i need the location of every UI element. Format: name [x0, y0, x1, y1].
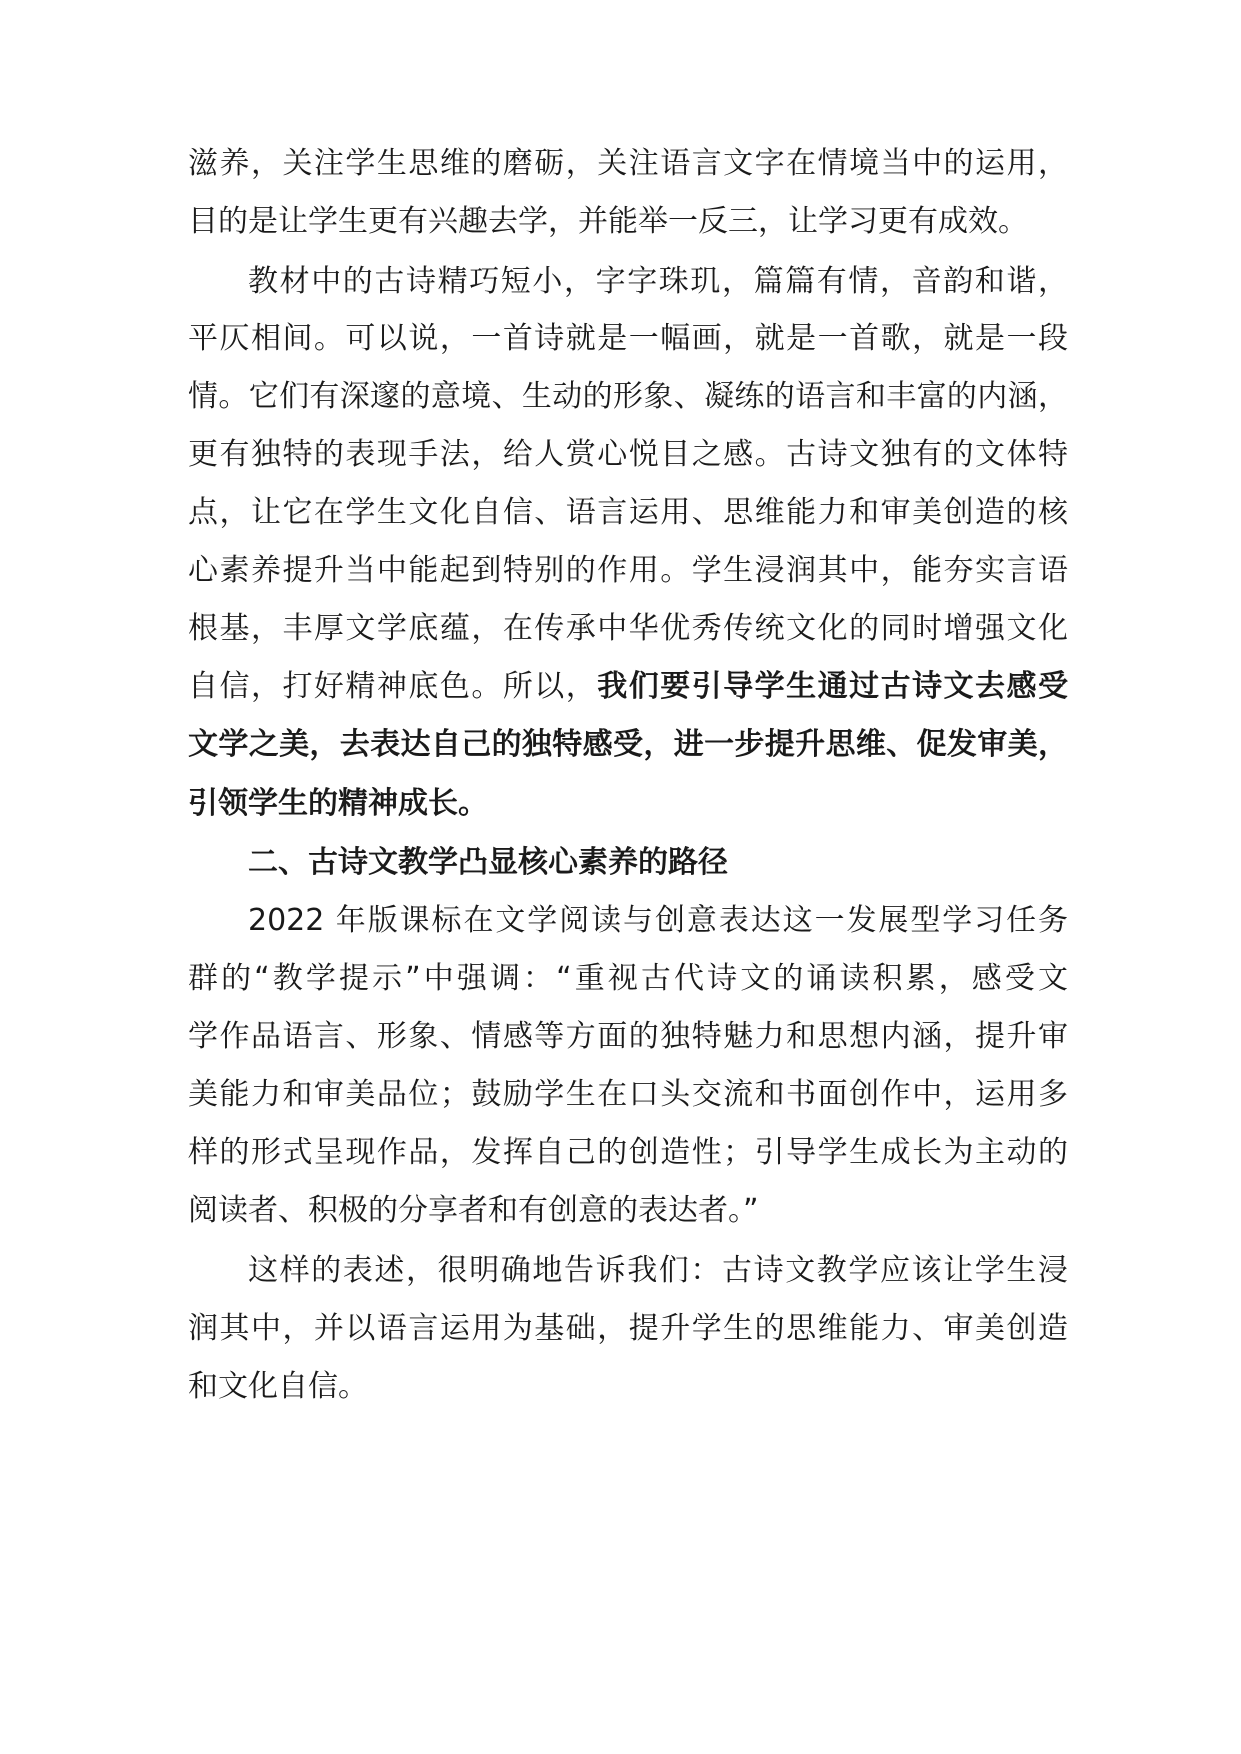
paragraph-line-mixed — [188, 664, 1068, 710]
paragraph-line: 目的是让学生更有兴趣去学，并能举一反三，让学习更有成效。 — [188, 204, 1028, 239]
paragraph-line: 教材中的古诗精巧短小，字字珠玑，篇篇有情，音韵和谐， — [248, 264, 1068, 299]
paragraph-line: 2022 年版课标在文学阅读与创意表达这一发展型学习任务 — [248, 903, 1068, 938]
paragraph-line: 点，让它在学生文化自信、语言运用、思维能力和审美创造的核 — [188, 495, 1068, 530]
emphasis-line: 文学之美，去表达自己的独特感受，进一步提升思维、促发审美， — [188, 727, 1068, 762]
paragraph-line: 学作品语言、形象、情感等方面的独特魅力和思想内涵，提升审 — [188, 1019, 1068, 1054]
emphasis-text: 我们要引导学生通过古诗文去感受 — [597, 669, 1068, 704]
paragraph-line: 阅读者、积极的分享者和有创意的表达者。” — [188, 1193, 759, 1228]
paragraph-line: 情。它们有深邃的意境、生动的形象、凝练的语言和丰富的内涵， — [188, 379, 1068, 414]
paragraph-line: 样的形式呈现作品，发挥自己的创造性；引导学生成长为主动的 — [188, 1135, 1068, 1170]
paragraph-line: 和文化自信。 — [188, 1369, 368, 1404]
paragraph-line: 润其中，并以语言运用为基础，提升学生的思维能力、审美创造 — [188, 1311, 1068, 1346]
paragraph-line: 平仄相间。可以说，一首诗就是一幅画，就是一首歌，就是一段 — [188, 321, 1068, 356]
paragraph-line: 群的“教学提示”中强调：“重视古代诗文的诵读积累，感受文 — [188, 961, 1068, 996]
plain-text: 自信，打好精神底色。所以， — [188, 669, 598, 704]
paragraph-line: 根基，丰厚文学底蕴，在传承中华优秀传统文化的同时增强文化 — [188, 611, 1068, 646]
section-heading: 二、古诗文教学凸显核心素养的路径 — [248, 845, 728, 880]
paragraph-line: 美能力和审美品位；鼓励学生在口头交流和书面创作中，运用多 — [188, 1077, 1068, 1112]
emphasis-line: 引领学生的精神成长。 — [188, 786, 488, 821]
paragraph-line: 心素养提升当中能起到特别的作用。学生浸润其中，能夯实言语 — [188, 553, 1068, 588]
paragraph-line: 滋养，关注学生思维的磨砺，关注语言文字在情境当中的运用， — [188, 146, 1068, 181]
paragraph-line: 更有独特的表现手法，给人赏心悦目之感。古诗文独有的文体特 — [188, 437, 1068, 472]
paragraph-line: 这样的表述，很明确地告诉我们：古诗文教学应该让学生浸 — [248, 1253, 1068, 1288]
